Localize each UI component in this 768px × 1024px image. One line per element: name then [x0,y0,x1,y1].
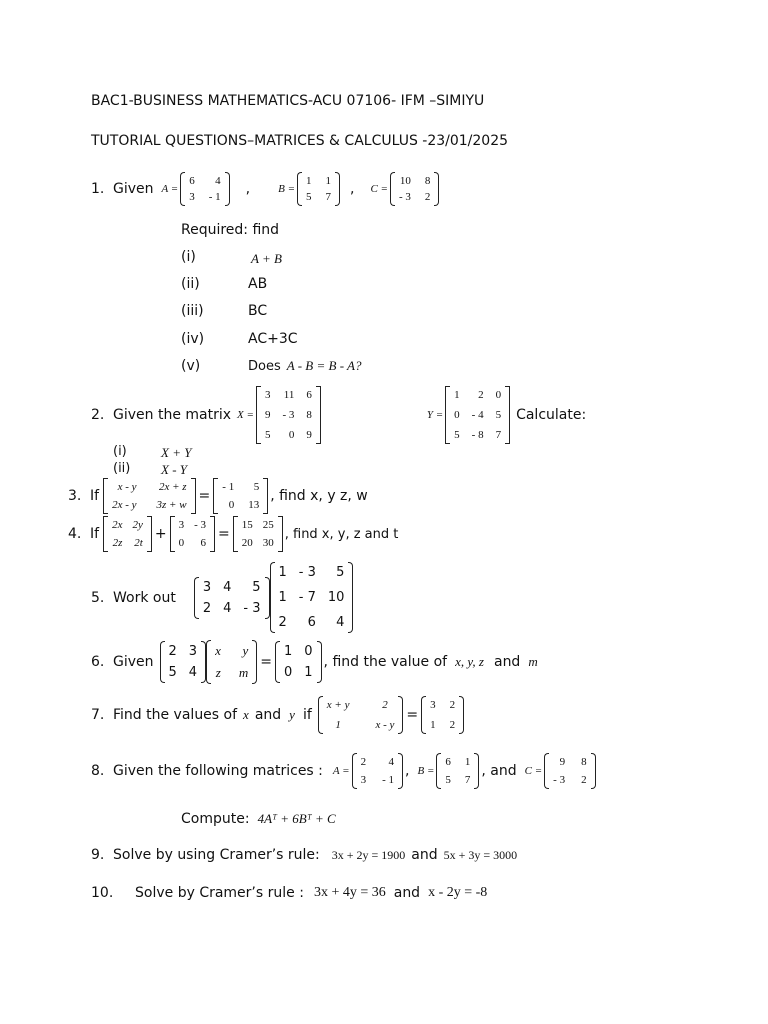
cell: 7 [325,191,331,203]
q1-required: Required: find [181,222,280,238]
question-3 [68,478,368,514]
cell: - 3 [282,409,295,421]
q8-number: 8. [91,763,105,779]
cell: 2 [202,600,212,616]
q8-b-label: B = [417,765,435,777]
cell: 5 [252,579,261,595]
cell: 1 [283,644,293,659]
question-4 [68,516,398,552]
q7-matrix-left-cells [323,696,399,734]
q1-number: 1. [91,181,105,197]
cell: 7 [495,429,502,441]
q9-number: 9. [91,847,105,863]
q4-matrix-3 [233,516,283,552]
cell: 1 [304,665,313,680]
q1-matrix-b [297,172,340,206]
cell: 20 [241,537,253,549]
q4-text: If [90,526,100,542]
q9-eq1: 3x + 2y = 1900 [331,847,406,862]
cell: 3 [202,579,212,595]
cell: 3 [264,389,271,401]
q7-x: x [243,707,249,722]
q3-text: If [90,488,100,504]
q3-matrix-right-cells [218,478,263,514]
q1-part-text: AC+3C [248,331,298,347]
q1-matrix-c [390,172,439,206]
q6-matrix-3-cells [280,641,317,683]
cell: 3 [189,191,195,203]
cell: x - y [375,719,395,731]
q6-matrix-3 [275,641,322,683]
cell: 2 [168,644,177,659]
q2-part-label: (ii) [113,461,131,476]
cell: 5 [495,409,502,421]
q1-matrix-a [180,172,229,206]
q2-number: 2. [91,407,105,423]
cell: 0 [288,429,295,441]
q4-matrix-3-cells [238,516,278,552]
q8-text: Given the following matrices : [113,763,323,779]
cell: 4 [223,600,232,616]
q6-number: 6. [91,654,105,670]
q1-a-label: A = [161,183,179,195]
q1-part-label: (iv) [181,331,205,347]
cell: 1 [325,175,331,187]
q6-matrix-2-cells [211,640,252,684]
cell: 2 [478,389,484,401]
q3-tail: , find x, y z, w [270,488,368,504]
q8-compute-label: Compute: [181,811,250,827]
cell: 5 [306,191,312,203]
cell: m [238,665,249,680]
cell: 2 [581,774,587,786]
q2-y-label: Y = [426,409,444,421]
cell: 3 [188,644,198,659]
cell: - 3 [553,774,566,786]
question-9 [91,847,517,863]
q2-part-text: X + Y [161,445,192,460]
q7-matrix-right [421,696,464,734]
cell: 0 [454,409,460,421]
cell: x [215,643,221,658]
cell: 4 [188,665,198,680]
cell: - 1 [208,191,221,203]
cell: 13 [248,499,260,511]
q5-text: Work out [113,589,176,606]
q7-matrix-right-cells [426,696,459,734]
cell: 3 [360,774,367,786]
q1-matrix-c-cells [395,172,434,206]
q4-matrix-2 [170,516,215,552]
q2-matrix-y-cells [450,386,505,444]
q4-plus: + [154,526,167,542]
q6-matrix-1 [160,641,207,683]
q8-and: , and [481,763,517,779]
q5-matrix-1 [194,577,270,619]
cell: 0 [178,537,185,549]
cell: - 3 [243,600,261,616]
q1-part-label: (v) [181,358,201,374]
q8-expression: 4Aᵀ + 6Bᵀ + C [257,811,336,826]
q1-part-label: (i) [181,249,196,265]
cell: 25 [262,519,274,531]
q8-c-label: C = [524,765,543,777]
q3-equals: = [198,488,211,504]
cell: 6 [306,389,312,401]
q8-matrix-b [436,753,479,789]
q5-number: 5. [91,589,105,606]
q2-text: Given the matrix [113,407,232,423]
q10-eq2: x - 2y = -8 [428,885,488,900]
cell: 6 [200,537,206,549]
cell: 6 [445,756,451,768]
q3-matrix-right [213,478,268,514]
cell: - 7 [298,590,316,605]
q1-c-label: C = [370,183,388,195]
q2-matrix-x-cells [261,386,316,444]
q6-equals: = [260,654,272,670]
q8-matrix-a-cells [357,753,398,789]
q6-vars: x, y, z [455,654,484,669]
q8-a-label: A = [332,765,350,777]
cell: 3z + w [156,499,187,511]
q6-and: and [493,654,521,670]
q8-sep: , [405,763,410,779]
question-7 [91,696,464,734]
cell: 5 [445,774,451,786]
question-5 [91,562,353,633]
q4-equals: = [218,526,230,542]
q1-part-label: (iii) [181,303,204,319]
question-6 [91,640,538,684]
q8-compute [181,811,336,827]
cell: 10 [327,590,345,605]
q7-text: Find the values of [113,707,238,723]
question-8 [91,753,596,789]
cell: - 3 [298,565,316,580]
cell: 2 [382,699,388,711]
question-1 [91,172,439,206]
q1-text: Given [113,181,154,197]
q10-eq1: 3x + 4y = 36 [313,885,386,900]
question-2 [91,386,586,444]
q1-matrix-b-cells [302,172,335,206]
cell: 4 [388,756,395,768]
q6-matrix-2 [206,640,257,684]
cell: 9 [559,756,566,768]
q9-and: and [411,847,438,863]
q7-y: y [289,707,295,722]
cell: 2 [278,615,287,630]
cell: 5 [168,665,177,680]
q5-matrix-2 [270,562,354,633]
q2-matrix-x [256,386,321,444]
cell: 8 [581,756,587,768]
q7-if: if [302,707,312,723]
q1-part-label: (ii) [181,276,200,292]
cell: 2 [449,719,456,731]
q3-number: 3. [68,488,82,504]
q4-number: 4. [68,526,82,542]
cell: 1 [278,590,287,605]
q3-matrix-left [103,478,195,514]
q9-eq2: 5x + 3y = 3000 [443,847,518,862]
cell: 4 [215,175,221,187]
q5-matrix-2-cells [275,562,349,633]
cell: 0 [283,665,293,680]
q9-text: Solve by using Cramer’s rule: [113,847,320,863]
cell: 1 [278,565,287,580]
cell: 11 [283,389,295,401]
question-10 [91,885,487,901]
cell: x - y [117,481,137,493]
q7-and: and [254,707,282,723]
cell: 1 [454,389,460,401]
q10-and: and [393,885,421,901]
cell: 15 [241,519,253,531]
q1-matrix-a-cells [185,172,224,206]
course-header: BAC1-BUSINESS MATHEMATICS-ACU 07106- IFM –SIMIYU [91,93,485,109]
q1-sep-1: , [245,181,251,197]
q6-matrix-1-cells [165,641,202,683]
cell: 1 [430,719,436,731]
cell: 5 [264,429,271,441]
q6-tail: , find the value of [323,654,448,670]
cell: 10 [399,175,411,187]
q7-number: 7. [91,707,105,723]
cell: x + y [326,699,350,711]
q3-matrix-left-cells [108,478,190,514]
q4-matrix-1-cells [108,516,147,552]
q2-matrix-y [445,386,510,444]
cell: y [242,643,249,658]
cell: 2x [112,519,123,531]
q4-matrix-2-cells [175,516,210,552]
q4-matrix-1 [103,516,152,552]
q8-matrix-c [544,753,595,789]
cell: 4 [223,579,232,595]
q10-number: 10. [91,885,114,901]
cell: - 8 [471,429,484,441]
cell: 6 [189,175,195,187]
cell: 4 [336,615,345,630]
tutorial-title: TUTORIAL QUESTIONS–MATRICES & CALCULUS -23/01/2025 [91,133,509,149]
q8-matrix-a [352,753,403,789]
q4-tail: , find x, y, z and t [284,526,399,542]
cell: 5 [253,481,260,493]
q1-b-label: B = [278,183,295,195]
cell: - 1 [382,774,395,786]
q1-part-text: BC [248,303,268,319]
cell: 7 [464,774,471,786]
q1-part-math: A - B = B - A? [286,358,362,373]
cell: 5 [454,429,460,441]
cell: 3 [178,519,185,531]
q2-calculate: Calculate: [516,407,587,423]
cell: 0 [228,499,235,511]
cell: 6 [307,615,316,630]
q2-part-label: (i) [113,444,127,459]
cell: - 3 [398,191,411,203]
cell: 2 [449,699,456,711]
cell: 8 [306,409,312,421]
cell: z [215,665,221,680]
cell: 9 [264,409,271,421]
cell: 2x - y [112,499,137,511]
cell: 1 [306,175,312,187]
q8-matrix-b-cells [441,753,474,789]
cell: 2 [360,756,367,768]
cell: 3 [430,699,436,711]
cell: - 4 [471,409,484,421]
q1-part-text: A + B [251,251,282,266]
cell: 2y [132,519,143,531]
cell: 2t [134,537,143,549]
cell: 2x + z [158,481,187,493]
q7-equals: = [406,707,419,723]
cell: - 3 [194,519,206,531]
q5-matrix-1-cells [199,577,265,619]
cell: 5 [336,565,345,580]
cell: 9 [306,429,312,441]
cell: 1 [335,719,341,731]
cell: - 1 [222,481,235,493]
q1-part-v [248,358,361,374]
cell: 1 [464,756,471,768]
cell: 2z [112,537,123,549]
q1-part-text: AB [248,276,268,292]
q1-part-text: Does [248,358,281,374]
q6-m: m [528,654,538,669]
cell: 8 [424,175,431,187]
q7-matrix-left [318,696,404,734]
q6-text: Given [113,654,154,670]
cell: 0 [304,644,313,659]
q2-part-text: X - Y [161,462,187,477]
cell: 0 [495,389,502,401]
cell: 30 [262,537,274,549]
q2-x-label: X = [237,409,254,421]
q10-text: Solve by Cramer’s rule : [135,885,304,901]
q1-sep-2: , [350,181,355,197]
q8-matrix-c-cells [549,753,590,789]
cell: 2 [424,191,431,203]
